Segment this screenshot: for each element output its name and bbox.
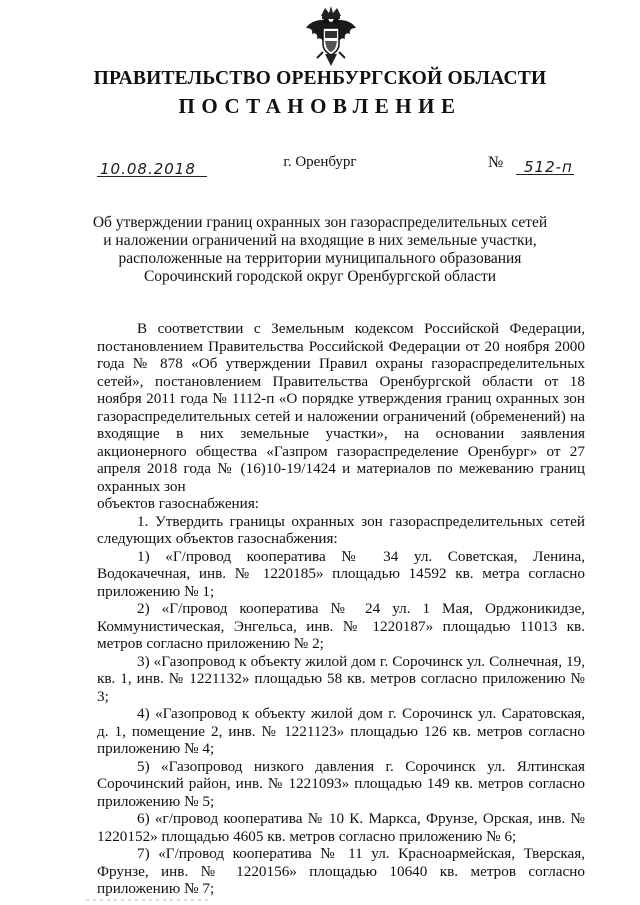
list-item: 7) «Г/провод кооператива № 11 ул. Красноармейская, Тверская, Фрунзе, инв. № 1220156» площадью 10640 кв. метров согласно приложению № 7; [97, 845, 585, 897]
body-paragraph: В соответствии с Земельным кодексом Российской Федерации, постановлением Правительства Российской Федерации от 20 ноября 2000 года № 878 «Об утверждении Правил охраны газораспределительных сетей», постановлением Правительства Оренбургской области от 18 ноября 2011 года № 1112-п «О порядке утверждения границ охранных зон газораспределительных сетей и наложении ограничений (обременений) на входящие в них земельные участки», на основании заявления акционерного общества «Газпром газораспределение Оренбург» от 27 апреля 2018 года № (16)10-19/1424 и материалов по межеванию границ охранных зон [97, 320, 585, 495]
organization-title: ПРАВИТЕЛЬСТВО ОРЕНБУРГСКОЙ ОБЛАСТИ [93, 68, 547, 89]
subject-line: и наложении ограничений на входящие в них земельные участки, [103, 232, 537, 249]
subject-line: Об утверждении границ охранных зон газораспределительных сетей [92, 214, 548, 231]
list-item: 1) «Г/провод кооператива № 34 ул. Советская, Ленина, Водокачечная, инв. № 1220185» площадью 14592 кв. метра согласно приложению № 1; [97, 547, 585, 600]
list-item: 6) «г/провод кооператива № 10 К. Маркса, Фрунзе, Орская, инв. № 1220152» площадью 4605 кв. метров согласно приложению № 6; [97, 810, 585, 845]
number-value [516, 158, 574, 175]
subject-line: Сорочинский городской округ Оренбургской области [143, 268, 497, 285]
document-type: ПОСТАНОВЛЕНИЕ [178, 94, 462, 118]
document-subject [0, 214, 640, 286]
body-paragraph: 1. Утвердить границы охранных зон газораспределительных сетей следующих объектов газоснабжения: [97, 512, 585, 547]
coat-of-arms-icon [303, 4, 359, 70]
number-sign: № [488, 154, 504, 171]
document-city: г. Оренбург [283, 154, 357, 170]
list-item: 2) «Г/провод кооператива № 24 ул. 1 Мая, Орджоникидзе, Коммунистическая, Энгельса, инв. № 1220187» площадью 11013 кв. метров согласно приложению № 2; [97, 600, 585, 652]
scan-artifact [0, 880, 640, 905]
number-handwritten: 512-п [524, 158, 573, 176]
body-paragraph: объектов газоснабжения: [97, 495, 260, 512]
document-body [97, 320, 585, 898]
date-handwritten: 10.08.2018 [100, 160, 196, 178]
subject-line: расположенные на территории муниципального образования [118, 250, 522, 267]
list-item: 5) «Газопровод низкого давления г. Сорочинск ул. Ялтинская Сорочинский район, инв. № 1221093» площадью 149 кв. метров согласно приложению № 5; [97, 757, 585, 810]
list-item: 3) «Газопровод к объекту жилой дом г. Сорочинск ул. Солнечная, 19, кв. 1, инв. № 1221132» площадью 58 кв. метров согласно приложению № 3; [97, 652, 585, 705]
list-item: 4) «Газопровод к объекту жилой дом г. Сорочинск ул. Саратовская, д. 1, помещение 2, инв. № 1221123» площадью 126 кв. метров согласно приложению № 4; [97, 705, 585, 757]
